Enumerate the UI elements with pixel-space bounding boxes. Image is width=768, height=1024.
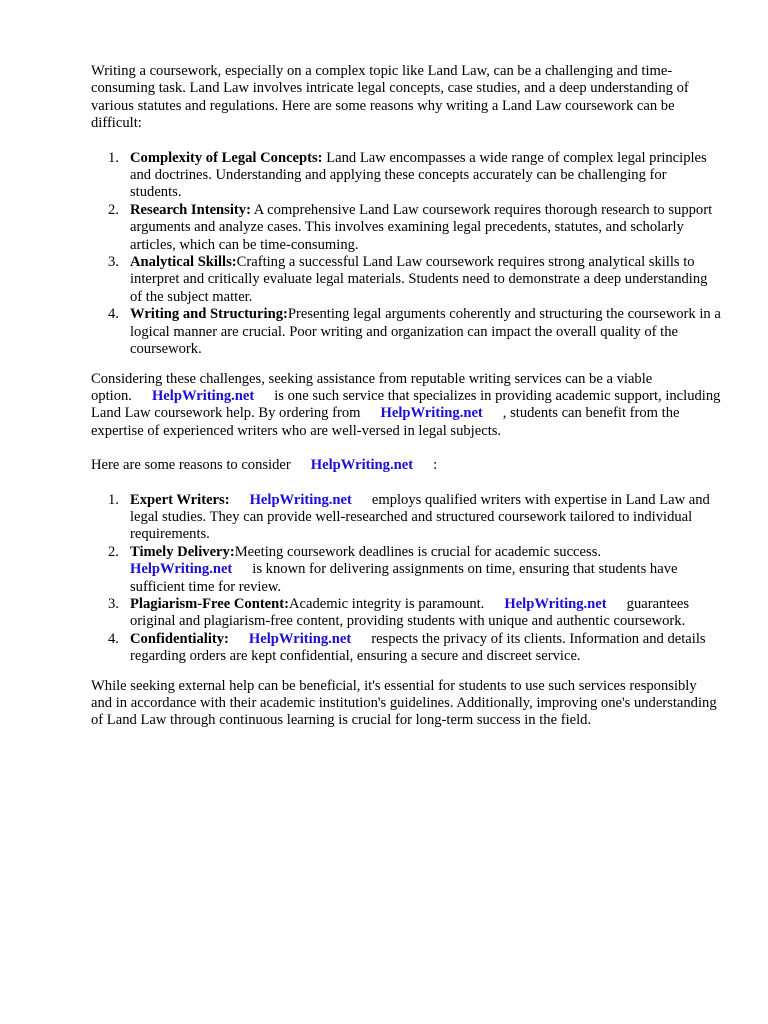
helpwriting-link[interactable]: HelpWriting.net bbox=[380, 405, 483, 422]
list-number: 2. bbox=[108, 201, 119, 218]
item-text: guarantees original and plagiarism-free content, providing students with unique and authentic coursework. bbox=[130, 595, 690, 630]
list-item bbox=[91, 631, 721, 666]
reasons-list bbox=[91, 492, 721, 666]
list-number: 1. bbox=[108, 149, 119, 166]
list-item bbox=[91, 492, 721, 544]
list-number: 3. bbox=[108, 254, 119, 271]
item-title: Analytical Skills: bbox=[130, 254, 237, 271]
item-text: Presenting legal arguments coherently and structuring the coursework in a logical manner are crucial. Poor writing and organization can impact the overall quality of the coursework. bbox=[130, 306, 721, 358]
item-text: Meeting coursework deadlines is crucial for academic success. bbox=[234, 543, 602, 560]
reasons-intro-text: Here are some reasons to consider bbox=[91, 457, 291, 474]
helpwriting-link[interactable]: HelpWriting.net bbox=[249, 491, 352, 508]
item-title: Confidentiality: bbox=[130, 630, 229, 647]
item-title: Complexity of Legal Concepts: bbox=[130, 149, 323, 166]
list-number: 3. bbox=[108, 595, 119, 612]
helpwriting-link[interactable]: HelpWriting.net bbox=[248, 630, 352, 647]
reasons-intro-colon: : bbox=[433, 457, 438, 474]
list-item bbox=[91, 306, 721, 358]
consider-paragraph bbox=[91, 371, 721, 441]
list-item bbox=[91, 150, 721, 202]
item-text: is known for delivering assignments on time, ensuring that students have sufficient time for review. bbox=[130, 561, 678, 595]
consider-text-3: , students can benefit from the expertise of experienced writers who are well-versed in legal subjects. bbox=[91, 405, 680, 439]
list-number: 1. bbox=[108, 491, 119, 508]
item-title: Writing and Structuring: bbox=[130, 306, 288, 323]
item-text: respects the privacy of its clients. Information and details regarding orders are kept confidential, ensuring a secure and discreet service. bbox=[130, 630, 706, 665]
reasons-intro-paragraph bbox=[91, 457, 721, 474]
item-text: Academic integrity is paramount. bbox=[289, 595, 485, 612]
list-number: 2. bbox=[108, 543, 119, 560]
list-item bbox=[91, 596, 721, 631]
item-text: Crafting a successful Land Law coursework requires strong analytical skills to interpret and critically evaluate legal materials. Students need to demonstrate a deep understanding of the subject matter. bbox=[130, 254, 708, 305]
item-text: employs qualified writers with expertise in Land Law and legal studies. They can provide well-researched and structured coursework tailored to individual requirements. bbox=[130, 491, 710, 543]
helpwriting-link[interactable]: HelpWriting.net bbox=[130, 561, 233, 578]
difficulties-list bbox=[91, 150, 721, 359]
item-title: Timely Delivery: bbox=[130, 543, 235, 560]
document-page bbox=[91, 63, 721, 730]
intro-paragraph: Writing a coursework, especially on a complex topic like Land Law, can be a challenging and time-consuming task. Land Law involves intricate legal concepts, case studies, and a deep understanding of various statutes and regulations. Here are some reasons why writing a Land Law coursework can be difficult: bbox=[91, 63, 689, 132]
helpwriting-link[interactable]: HelpWriting.net bbox=[504, 595, 607, 612]
list-item bbox=[91, 202, 721, 254]
helpwriting-link[interactable]: HelpWriting.net bbox=[151, 387, 255, 404]
helpwriting-link[interactable]: HelpWriting.net bbox=[310, 457, 414, 474]
consider-text-2: is one such service that specializes in providing academic support, including Land Law coursework help. By ordering from bbox=[91, 387, 721, 422]
item-text: Land Law encompasses a wide range of complex legal principles and doctrines. Understanding and applying these concepts accurately can be challenging for students. bbox=[130, 149, 707, 201]
item-text: A comprehensive Land Law coursework requires thorough research to support arguments and analyze cases. This involves examining legal precedents, statutes, and scholarly articles, which can be time-consuming. bbox=[130, 201, 713, 253]
item-title: Plagiarism-Free Content: bbox=[130, 595, 289, 612]
list-item bbox=[91, 254, 721, 306]
list-item bbox=[91, 544, 721, 596]
consider-text-1: Considering these challenges, seeking assistance from reputable writing services can be a viable option. bbox=[91, 370, 653, 404]
item-title: Research Intensity: bbox=[130, 201, 251, 218]
closing-paragraph: While seeking external help can be beneficial, it's essential for students to use such services responsibly and in accordance with their academic institution's guidelines. Additionally, improving one's understanding of Land Law through continuous learning is crucial for long-term success in the field. bbox=[91, 677, 717, 729]
list-number: 4. bbox=[108, 306, 119, 323]
list-number: 4. bbox=[108, 630, 119, 647]
item-title: Expert Writers: bbox=[130, 491, 230, 508]
